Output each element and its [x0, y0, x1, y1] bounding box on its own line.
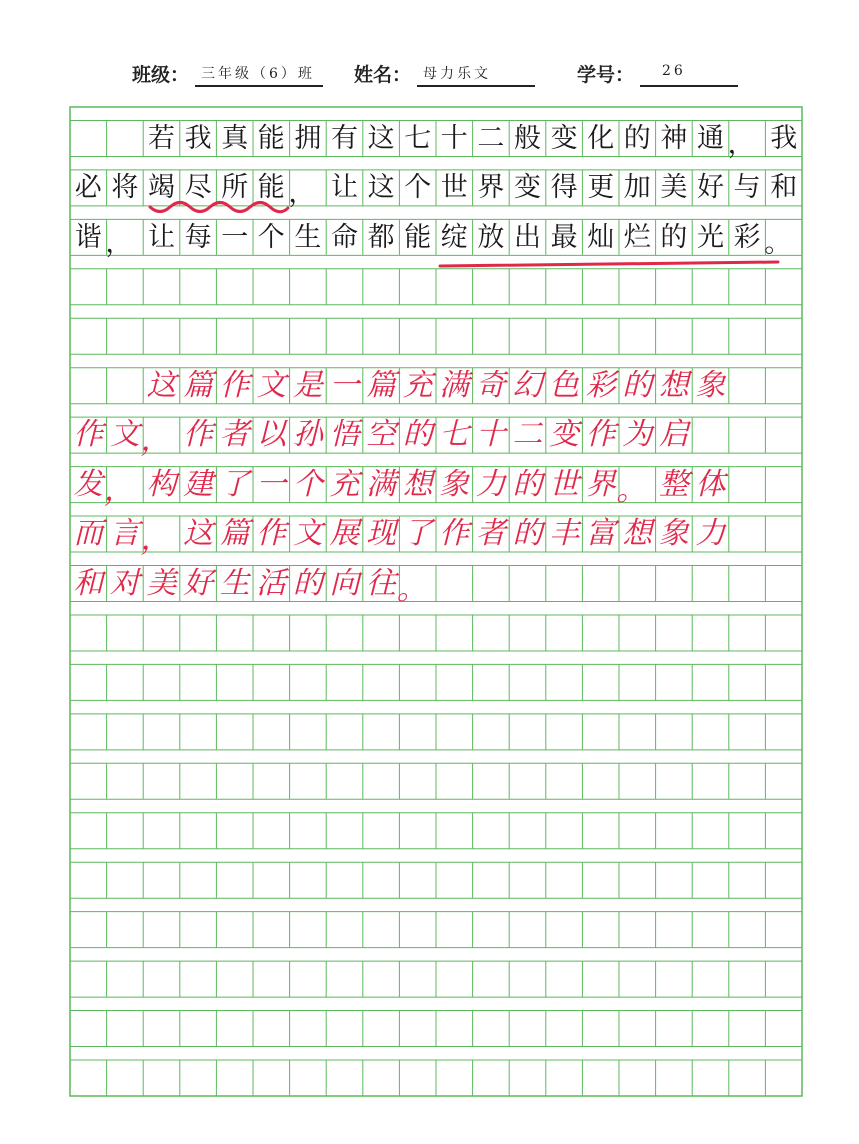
teacher-comment-char: 色: [549, 367, 580, 403]
teacher-comment-char: 而: [73, 516, 104, 552]
teacher-comment-char: 篇: [183, 367, 214, 403]
class-label: 班级：: [132, 64, 190, 86]
teacher-comment-char: 文: [292, 516, 323, 552]
essay-char: 更: [587, 172, 615, 204]
teacher-comment-char: 作: [183, 417, 214, 453]
essay-char: 与: [733, 172, 761, 204]
essay-char: 和: [770, 172, 798, 204]
teacher-comment-char: 启: [658, 417, 689, 453]
teacher-comment-char: 篇: [366, 367, 397, 403]
essay-char: 这: [367, 172, 395, 204]
teacher-comment-char: 界: [585, 466, 616, 502]
teacher-comment-char: 。: [616, 472, 647, 508]
essay-char: 。: [764, 227, 792, 259]
teacher-comment-char: 。: [396, 571, 427, 607]
teacher-comment-char: 向: [329, 565, 360, 601]
teacher-comment-char: 构: [146, 466, 177, 502]
teacher-comment-char: 象: [695, 367, 726, 403]
teacher-comment-char: 言: [109, 516, 140, 552]
teacher-comment-char: 篇: [219, 516, 250, 552]
teacher-comment-char: 展: [329, 516, 360, 552]
teacher-comment-char: 作: [585, 417, 616, 453]
teacher-comment-char: 生: [219, 565, 250, 601]
essay-char: 得: [550, 172, 578, 204]
teacher-comment-char: 幻: [512, 367, 543, 403]
essay-char: 让: [331, 172, 358, 204]
teacher-comment-char: 的: [512, 516, 543, 552]
essay-char: 好: [697, 172, 724, 204]
teacher-comment-char: 象: [439, 466, 470, 502]
teacher-comment-char: 现: [366, 516, 397, 552]
essay-char: 变: [550, 122, 578, 154]
teacher-comment-char: 者: [219, 417, 250, 453]
essay-char: 竭: [148, 172, 175, 204]
essay-char: 让: [148, 221, 175, 253]
teacher-comment-char: 往: [366, 565, 397, 601]
teacher-comment-char: 活: [256, 565, 287, 601]
teacher-comment-char: 充: [402, 367, 433, 403]
essay-char: 谐: [74, 221, 102, 253]
teacher-comment-char: 变: [549, 417, 580, 453]
teacher-comment-char: 的: [402, 417, 433, 453]
teacher-comment-char: 孙: [292, 417, 323, 453]
teacher-comment-char: 想: [622, 516, 653, 552]
teacher-comment-char: 作: [256, 516, 287, 552]
essay-char: 命: [331, 221, 358, 253]
essay-char: 最: [550, 221, 578, 253]
teacher-comment-char: 悟: [329, 417, 360, 453]
student-id-label: 学号：: [577, 64, 635, 86]
teacher-comment-char: 充: [329, 466, 360, 502]
essay-char: ，: [288, 178, 316, 210]
essay-char: 的: [660, 221, 688, 253]
essay-char: 彩: [733, 221, 761, 253]
essay-char: 能: [257, 172, 285, 204]
essay-char: 所: [221, 172, 249, 204]
teacher-comment-char: 整: [658, 466, 689, 502]
essay-char: 变: [514, 172, 541, 204]
teacher-comment-char: 二: [512, 417, 543, 453]
essay-char: 放: [477, 221, 505, 253]
teacher-comment-char: 了: [402, 516, 433, 552]
essay-char: 将: [111, 172, 139, 204]
teacher-comment-char: 奇: [475, 367, 506, 403]
teacher-comment-char: 一: [329, 367, 360, 403]
teacher-comment-char: 了: [219, 466, 250, 502]
essay-char: 若: [148, 122, 175, 154]
essay-char: 的: [623, 122, 651, 154]
teacher-comment-char: 这: [183, 516, 214, 552]
teacher-comment-char: 对: [109, 565, 140, 601]
teacher-comment-char: 想: [658, 367, 689, 403]
teacher-comment-char: 作: [73, 417, 104, 453]
essay-char: 美: [660, 172, 688, 204]
essay-char: 尽: [184, 172, 212, 204]
essay-char: 拥: [294, 122, 322, 154]
teacher-comment-char: 美: [146, 565, 177, 601]
teacher-comment-char: 力: [695, 516, 726, 552]
essay-char: 能: [257, 122, 285, 154]
essay-char: 这: [367, 122, 395, 154]
name-field[interactable]: 母力乐文: [417, 63, 535, 87]
essay-char: ，: [105, 227, 133, 259]
essay-char: 烂: [623, 221, 651, 253]
essay-char: 神: [660, 122, 688, 154]
teacher-comment-char: 者: [475, 516, 506, 552]
essay-char: 二: [477, 122, 505, 154]
essay-char: 通: [697, 122, 724, 154]
essay-char: 生: [294, 221, 322, 253]
teacher-comment-char: 彩: [585, 367, 616, 403]
essay-char: 每: [184, 221, 212, 253]
essay-char: 界: [477, 172, 505, 204]
teacher-comment-char: 富: [585, 516, 616, 552]
teacher-comment-char: 的: [292, 565, 323, 601]
essay-char: 我: [770, 122, 798, 154]
essay-char: 七: [404, 122, 432, 154]
essay-char: 光: [697, 221, 724, 253]
essay-char: 灿: [587, 221, 615, 253]
teacher-comment-char: 作: [439, 516, 470, 552]
teacher-comment-char: 世: [549, 466, 580, 502]
teacher-comment-char: 满: [439, 367, 470, 403]
essay-char: 都: [367, 221, 395, 253]
essay-char: 世: [440, 172, 468, 204]
essay-char: 有: [331, 122, 358, 154]
teacher-comment-char: 的: [512, 466, 543, 502]
essay-char: 出: [514, 221, 541, 253]
teacher-comment-char: 和: [73, 565, 104, 601]
essay-char: 一: [221, 221, 249, 253]
straight-underline-mark: [440, 262, 778, 266]
essay-char: 绽: [440, 221, 468, 253]
essay-char: 化: [587, 122, 615, 154]
essay-char: 十: [440, 122, 468, 154]
essay-char: 必: [74, 172, 102, 204]
essay-char: 我: [184, 122, 212, 154]
teacher-comment-char: 为: [622, 417, 653, 453]
teacher-comment-char: 以: [256, 417, 287, 453]
teacher-comment-char: 空: [366, 417, 397, 453]
teacher-comment-char: ，: [140, 522, 171, 558]
essay-char: 能: [404, 221, 432, 253]
name-label: 姓名：: [354, 64, 412, 86]
essay-char: 个: [404, 172, 432, 204]
teacher-comment-char: 满: [366, 466, 397, 502]
essay-char: 加: [623, 172, 651, 204]
teacher-comment-char: 想: [402, 466, 433, 502]
essay-char: 个: [257, 221, 285, 253]
teacher-comment-char: 十: [475, 417, 506, 453]
teacher-comment-char: 建: [183, 466, 214, 502]
teacher-comment-char: 作: [219, 367, 250, 403]
class-field[interactable]: 三年级（6）班: [195, 63, 323, 87]
teacher-comment-char: 个: [292, 466, 323, 502]
essay-char: ，: [727, 128, 755, 160]
teacher-comment-char: ，: [140, 423, 171, 459]
teacher-comment-char: 这: [146, 367, 177, 403]
teacher-comment-char: 一: [256, 466, 287, 502]
teacher-comment-char: 的: [622, 367, 653, 403]
essay-char: 般: [514, 122, 541, 154]
teacher-comment-char: 体: [695, 466, 726, 502]
teacher-comment-char: 力: [475, 466, 506, 502]
teacher-comment-char: 好: [183, 565, 214, 601]
teacher-comment-char: 发: [73, 466, 104, 502]
teacher-comment-char: 文: [256, 367, 287, 403]
teacher-comment-char: 文: [109, 417, 140, 453]
teacher-comment-char: 七: [439, 417, 470, 453]
teacher-comment-char: 象: [658, 516, 689, 552]
wavy-underline-mark: [150, 203, 288, 212]
teacher-comment-char: 丰: [549, 516, 580, 552]
student-id-field[interactable]: 26: [640, 63, 738, 87]
essay-char: 真: [221, 122, 249, 154]
teacher-comment-char: 是: [292, 367, 323, 403]
teacher-comment-char: ，: [103, 472, 134, 508]
